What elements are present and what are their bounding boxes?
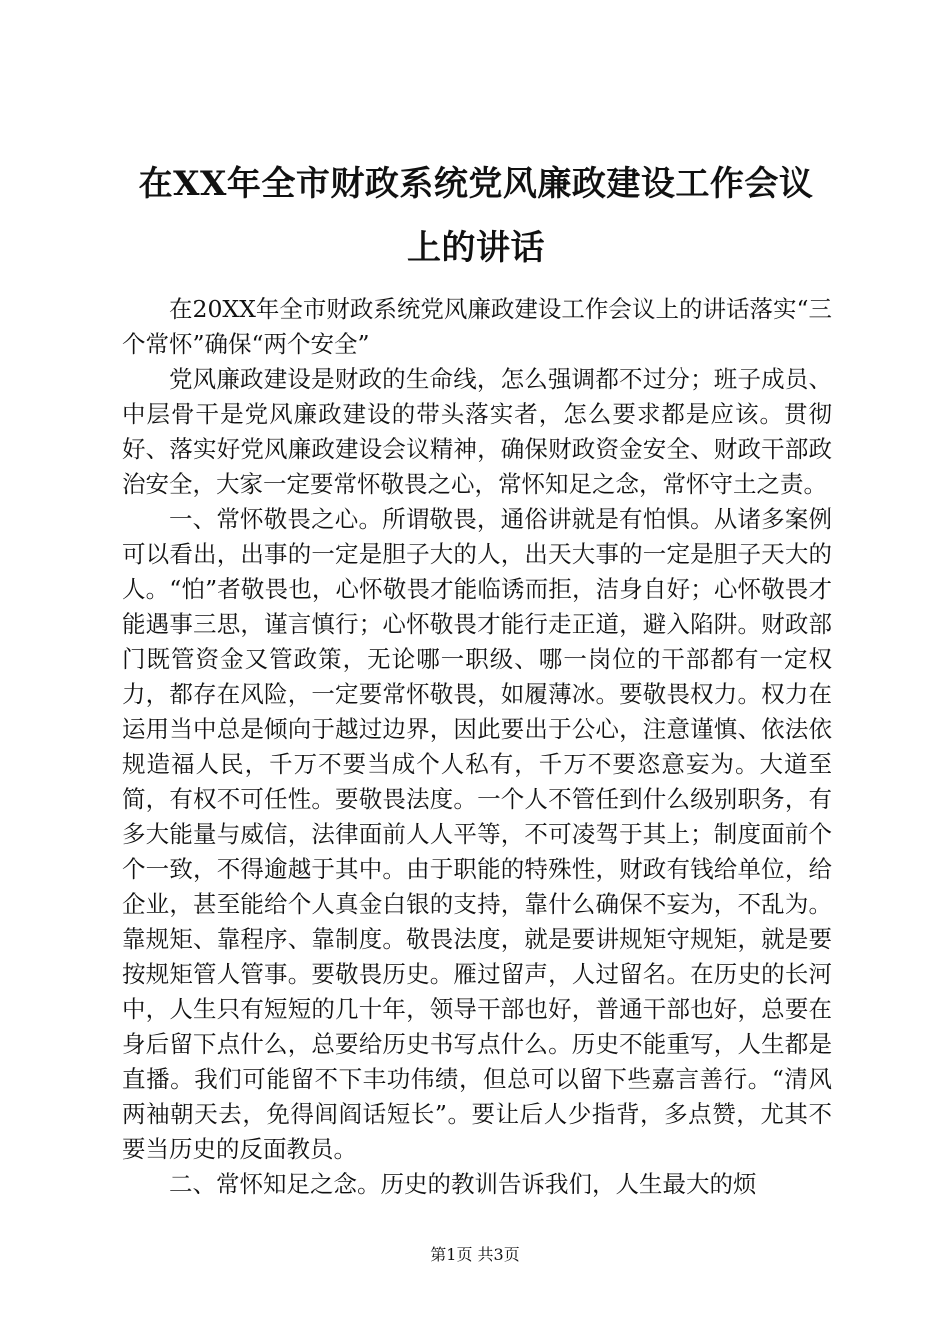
page-footer: 第1页 共3页 <box>430 1245 520 1264</box>
title-line-1: 在XX年全市财政系统党风廉政建设工作会议 <box>138 164 814 204</box>
document-body <box>122 292 832 1202</box>
document-title <box>120 152 832 280</box>
paragraph-intro: 党风廉政建设是财政的生命线，怎么强调都不过分；班子成员、中层骨干是党风廉政建设的带头落实者，怎么要求都是应该。贯彻好、落实好党风廉政建设会议精神，确保财政资金安全、财政干部政治安全，大家一定要常怀敬畏之心，常怀知足之念，常怀守土之责。 <box>122 365 832 498</box>
paragraph-section-2: 二、常怀知足之念。历史的教训告诉我们，人生最大的烦 <box>169 1170 757 1198</box>
title-line-2: 上的讲话 <box>407 228 545 268</box>
paragraph-section-1: 一、常怀敬畏之心。所谓敬畏，通俗讲就是有怕惧。从诸多案例可以看出，出事的一定是胆子大的人，出天大事的一定是胆子天大的人。“怕”者敬畏也，心怀敬畏才能临诱而拒，洁身自好；心怀敬畏才能遇事三思，谨言慎行；心怀敬畏才能行走正道，避入陷阱。财政部门既管资金又管政策，无论哪一职级、哪一岗位的干部都有一定权力，都存在风险，一定要常怀敬畏，如履薄冰。要敬畏权力。权力在运用当中总是倾向于越过边界，因此要出于公心，注意谨慎、依法依规造福人民，千万不要当成个人私有，千万不要恣意妄为。大道至简，有权不可任性。要敬畏法度。一个人不管任到什么级别职务，有多大能量与威信，法律面前人人平等，不可凌驾于其上；制度面前个个一致，不得逾越于其中。由于职能的特殊性，财政有钱给单位，给企业，甚至能给个人真金白银的支持，靠什么确保不妄为，不乱为。靠规矩、靠程序、靠制度。敬畏法度，就是要讲规矩守规矩，就是要按规矩管人管事。要敬畏历史。雁过留声，人过留名。在历史的长河中，人生只有短短的几十年，领导干部也好，普通干部也好，总要在身后留下点什么，总要给历史书写点什么。历史不能重写，人生都是直播。我们可能留不下丰功伟绩，但总可以留下些嘉言善行。“清风两袖朝天去，免得闾阎话短长”。要让后人少指背，多点赞，尤其不要当历史的反面教员。 <box>122 505 832 1163</box>
paragraph-subtitle: 在20XX年全市财政系统党风廉政建设工作会议上的讲话落实“三个常怀”确保“两个安全” <box>122 295 832 358</box>
